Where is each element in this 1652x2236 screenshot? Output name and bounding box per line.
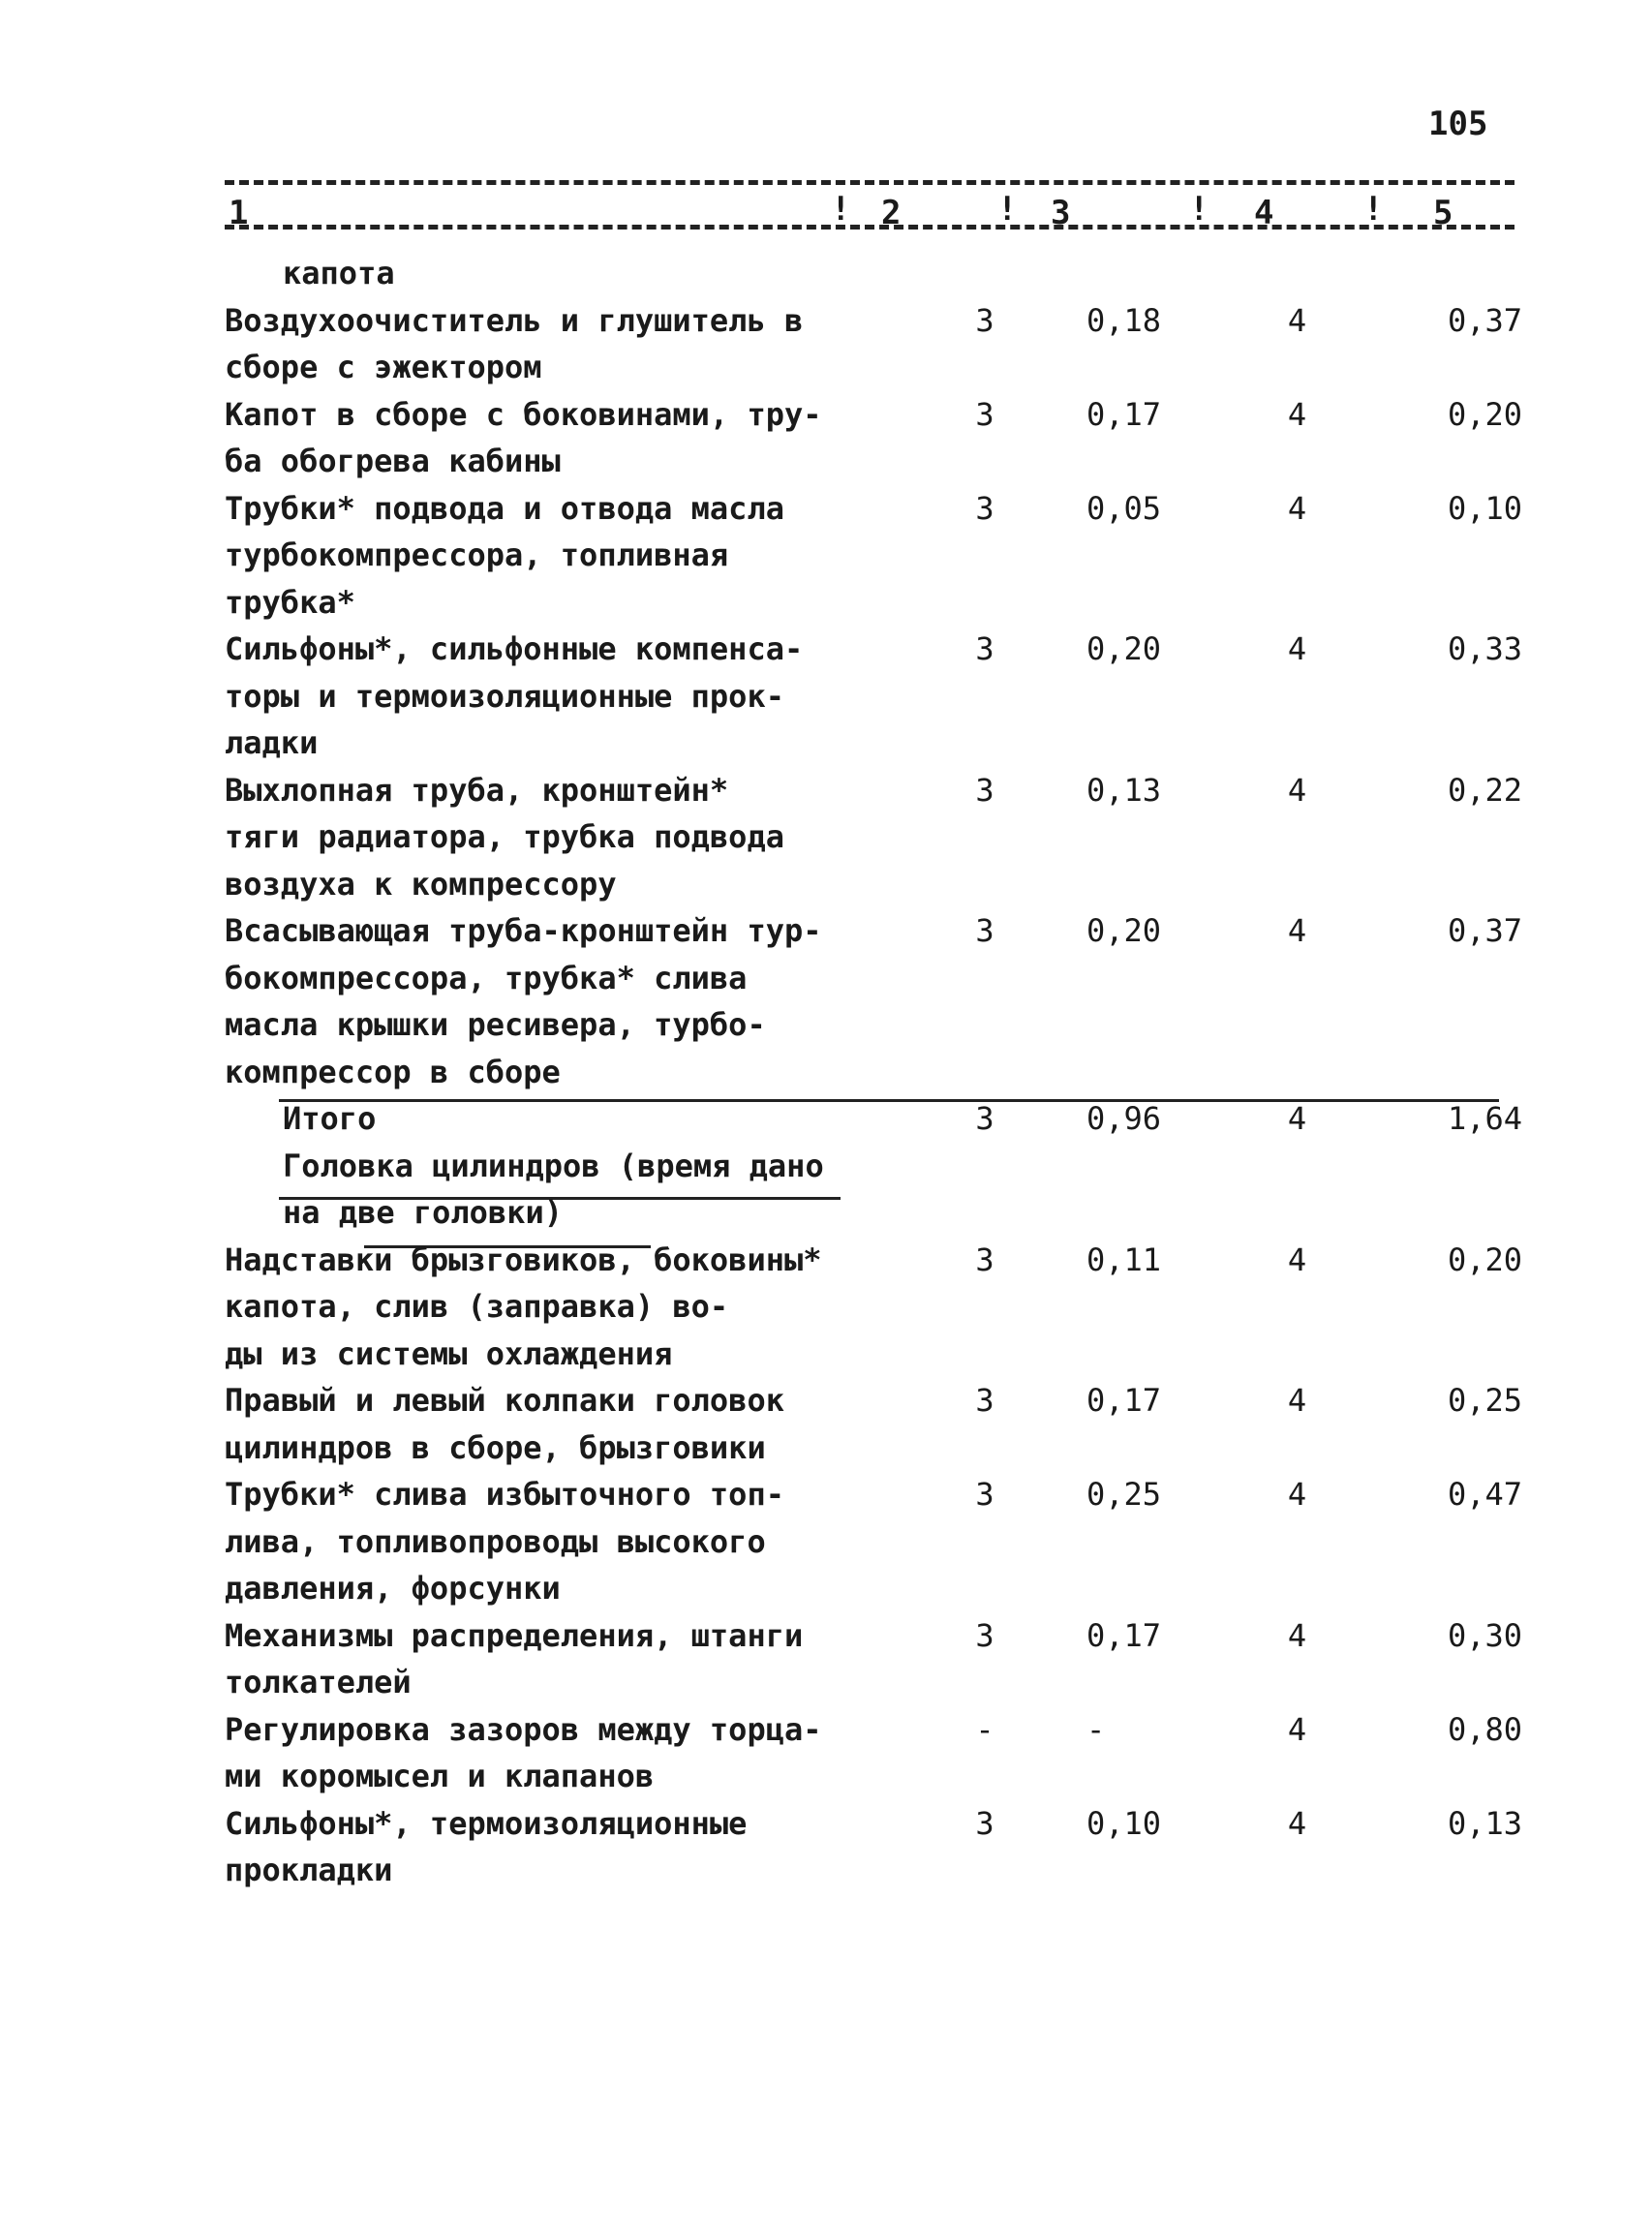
row-c5: 0,10 bbox=[1447, 489, 1522, 527]
row-c4: 4 bbox=[1287, 1616, 1307, 1654]
row-c4: 4 bbox=[1287, 301, 1307, 339]
table-row bbox=[225, 1706, 1522, 1800]
row-c4: 4 bbox=[1287, 1476, 1307, 1513]
row-c4: 4 bbox=[1287, 395, 1307, 433]
table-row bbox=[225, 1612, 1522, 1706]
table-row bbox=[225, 1143, 1522, 1237]
table-header-bottom-rule bbox=[225, 225, 1514, 230]
row-c4: 4 bbox=[1287, 1804, 1307, 1842]
row-c2: 3 bbox=[975, 1382, 994, 1419]
row-c5: 0,22 bbox=[1447, 771, 1522, 809]
table-row bbox=[225, 1471, 1522, 1612]
header-col-5: 5 bbox=[1433, 194, 1453, 232]
row-c2: 3 bbox=[975, 1616, 994, 1654]
row-name: Трубки* слива избыточного топ- лива, топливопроводы высокого давления, форсунки bbox=[225, 1476, 784, 1607]
table-row bbox=[225, 1800, 1522, 1894]
row-c5: 0,25 bbox=[1447, 1382, 1522, 1419]
header-col-1: 1 bbox=[229, 194, 249, 232]
row-name: Сильфоны*, сильфонные компенса- торы и термоизоляционные прок- ладки bbox=[225, 630, 804, 761]
row-name: Надставки брызговиков, боковины* капота, слив (заправка) во- ды из системы охлаждения bbox=[225, 1241, 822, 1372]
row-name: Сильфоны*, термоизоляционные прокладки bbox=[225, 1804, 748, 1888]
table-row bbox=[225, 391, 1522, 485]
table-row bbox=[225, 626, 1522, 767]
row-c4: 4 bbox=[1287, 771, 1307, 809]
row-c3: 0,25 bbox=[1086, 1476, 1162, 1513]
row-c5: 0,80 bbox=[1447, 1710, 1522, 1748]
row-c2: 3 bbox=[975, 630, 994, 667]
row-name: Всасывающая труба-кронштейн тур- бокомпрессора, трубка* слива масла крышки ресивера, турбо- компрессор в сборе bbox=[225, 912, 822, 1090]
row-c3: 0,20 bbox=[1086, 630, 1162, 667]
table-row bbox=[225, 297, 1522, 391]
row-c3: - bbox=[1086, 1710, 1106, 1748]
row-c4: 4 bbox=[1287, 1382, 1307, 1419]
table-header-top-rule bbox=[225, 180, 1514, 185]
row-c2: 3 bbox=[975, 489, 994, 527]
row-name: Итого bbox=[283, 1100, 377, 1137]
row-c5: 0,20 bbox=[1447, 1241, 1522, 1278]
row-c3: 0,17 bbox=[1086, 395, 1162, 433]
header-separator: ! bbox=[1189, 190, 1209, 229]
row-name: Головка цилиндров (время дано на две головки) bbox=[283, 1147, 824, 1231]
row-c3: 0,13 bbox=[1086, 771, 1162, 809]
row-c5: 0,33 bbox=[1447, 630, 1522, 667]
row-c3: 0,20 bbox=[1086, 912, 1162, 949]
row-c2: 3 bbox=[975, 1476, 994, 1513]
row-c5: 0,37 bbox=[1447, 912, 1522, 949]
header-col-2: 2 bbox=[881, 194, 902, 232]
row-c3: 0,10 bbox=[1086, 1804, 1162, 1842]
row-c2: 3 bbox=[975, 771, 994, 809]
row-c4: 4 bbox=[1287, 1710, 1307, 1748]
table-row bbox=[225, 767, 1522, 908]
row-c4: 4 bbox=[1287, 630, 1307, 667]
row-c2: 3 bbox=[975, 395, 994, 433]
table-row bbox=[225, 250, 1522, 297]
row-name: Воздухоочиститель и глушитель в сборе с эжектором bbox=[225, 301, 804, 385]
table-body bbox=[225, 250, 1522, 1894]
header-separator: ! bbox=[997, 190, 1018, 229]
row-c2: 3 bbox=[975, 1241, 994, 1278]
row-c5: 0,30 bbox=[1447, 1616, 1522, 1654]
row-name: Трубки* подвода и отвода масла турбокомпрессора, топливная трубка* bbox=[225, 489, 784, 621]
row-c3: 0,05 bbox=[1086, 489, 1162, 527]
row-c3: 0,17 bbox=[1086, 1616, 1162, 1654]
page-number: 105 bbox=[1428, 105, 1488, 143]
row-c3: 0,18 bbox=[1086, 301, 1162, 339]
row-name: капота bbox=[283, 255, 395, 291]
row-c2: 3 bbox=[975, 1100, 994, 1137]
row-name: Капот в сборе с боковинами, тру- ба обогрева кабины bbox=[225, 395, 822, 479]
row-c5: 1,64 bbox=[1447, 1100, 1522, 1137]
row-c2: 3 bbox=[975, 301, 994, 339]
table-row bbox=[225, 1237, 1522, 1378]
row-c4: 4 bbox=[1287, 912, 1307, 949]
row-c5: 0,13 bbox=[1447, 1804, 1522, 1842]
row-name: Правый и левый колпаки головок цилиндров в сборе, брызговики bbox=[225, 1382, 784, 1466]
header-separator: ! bbox=[831, 190, 851, 229]
table-row bbox=[225, 907, 1522, 1095]
row-c5: 0,20 bbox=[1447, 395, 1522, 433]
table-row bbox=[225, 485, 1522, 627]
table-row bbox=[225, 1095, 1522, 1143]
row-name: Выхлопная труба, кронштейн* тяги радиатора, трубка подвода воздуха к компрессору bbox=[225, 771, 784, 903]
row-c2: - bbox=[975, 1710, 994, 1748]
row-c2: 3 bbox=[975, 912, 994, 949]
row-c3: 0,96 bbox=[1086, 1100, 1162, 1137]
row-c5: 0,37 bbox=[1447, 301, 1522, 339]
header-separator: ! bbox=[1363, 190, 1384, 229]
row-c5: 0,47 bbox=[1447, 1476, 1522, 1513]
row-c3: 0,11 bbox=[1086, 1241, 1162, 1278]
row-c3: 0,17 bbox=[1086, 1382, 1162, 1419]
table-row bbox=[225, 1377, 1522, 1471]
row-c4: 4 bbox=[1287, 489, 1307, 527]
row-name: Регулировка зазоров между торца- ми коромысел и клапанов bbox=[225, 1710, 822, 1794]
row-name: Механизмы распределения, штанги толкателей bbox=[225, 1616, 804, 1700]
header-col-4: 4 bbox=[1254, 194, 1274, 232]
header-col-3: 3 bbox=[1051, 194, 1071, 232]
row-c2: 3 bbox=[975, 1804, 994, 1842]
row-c4: 4 bbox=[1287, 1100, 1307, 1137]
row-c4: 4 bbox=[1287, 1241, 1307, 1278]
